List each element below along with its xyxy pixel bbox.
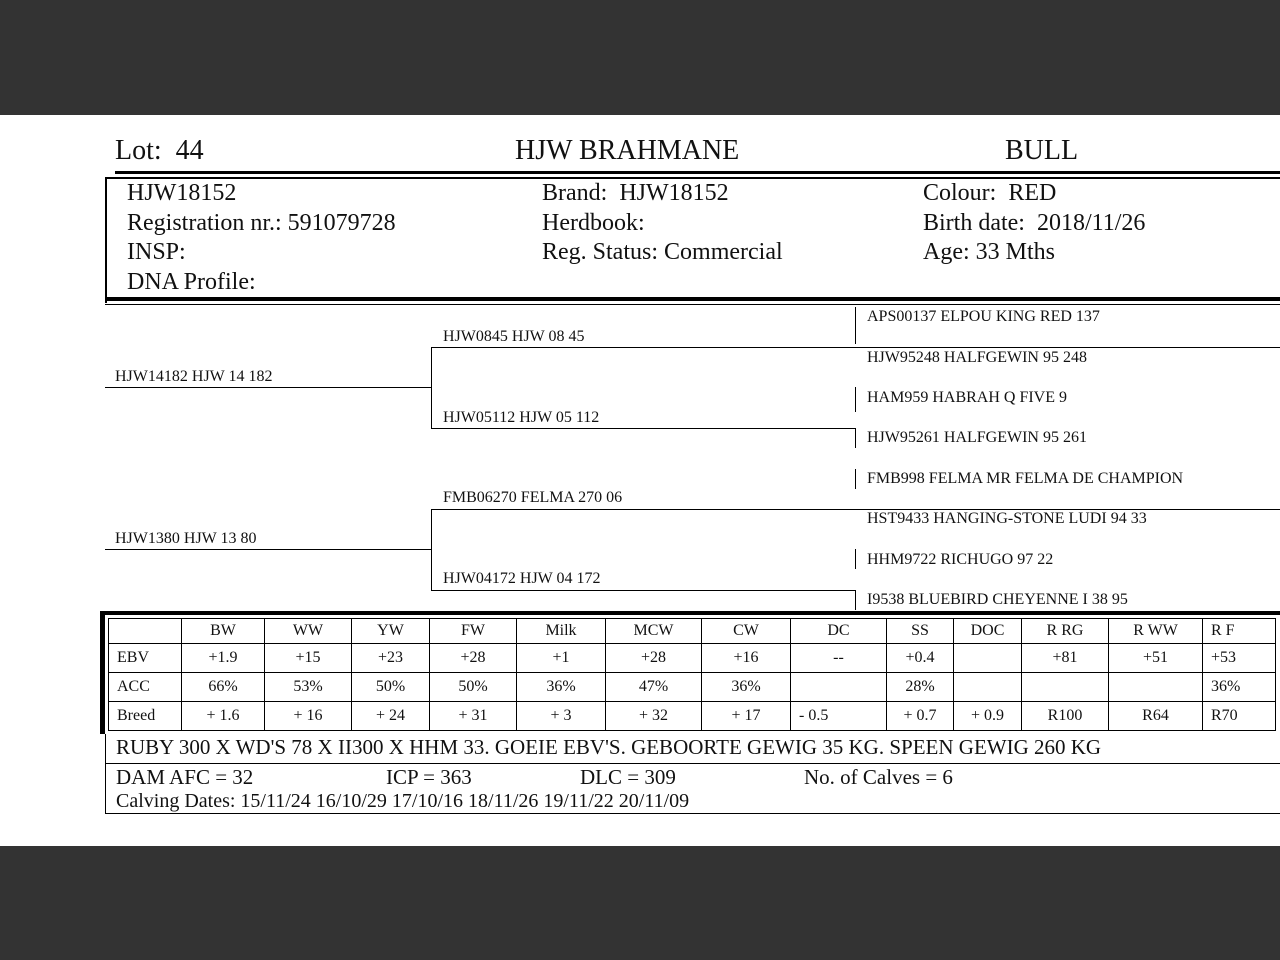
ebv-col-header: WW — [265, 619, 352, 644]
herdbook: Herdbook: — [542, 210, 645, 236]
ebv-cell: + 1.6 — [182, 702, 265, 731]
great-grandparent-1: APS00137 ELPOU KING RED 137 — [867, 308, 1100, 325]
ebv-cell: + 0.7 — [887, 702, 954, 731]
paternal-granddam: HJW05112 HJW 05 112 — [443, 409, 600, 426]
ebv-cell: +53 — [1203, 644, 1276, 673]
ebv-cell: +0.4 — [887, 644, 954, 673]
ebv-cell — [791, 673, 887, 702]
ebv-cell: 66% — [182, 673, 265, 702]
ebv-cell: + 31 — [430, 702, 517, 731]
ebv-cell: +51 — [1109, 644, 1203, 673]
lot-number: Lot: 44 — [115, 135, 204, 166]
ebv-cell: + 16 — [265, 702, 352, 731]
ebv-cell: + 32 — [606, 702, 702, 731]
ebv-col-header: YW — [352, 619, 430, 644]
ebv-cell: +28 — [430, 644, 517, 673]
ebv-cell: 53% — [265, 673, 352, 702]
ebv-col-header: BW — [182, 619, 265, 644]
ebv-col-header: Milk — [517, 619, 606, 644]
great-grandparent-7: HHM9722 RICHUGO 97 22 — [867, 551, 1054, 568]
ebv-cell: R64 — [1109, 702, 1203, 731]
lot-sheet — [0, 115, 1280, 846]
ebv-cell: +16 — [702, 644, 791, 673]
ebv-col-header: DOC — [954, 619, 1022, 644]
ebv-header-corner — [109, 619, 182, 644]
great-grandparent-6: HST9433 HANGING-STONE LUDI 94 33 — [867, 510, 1147, 527]
ebv-row-label: Breed — [109, 702, 182, 731]
insp: INSP: — [127, 239, 186, 265]
ebv-cell: +23 — [352, 644, 430, 673]
dam-icp: ICP = 363 — [386, 765, 472, 789]
dam-calves: No. of Calves = 6 — [804, 765, 953, 789]
ebv-cell: + 3 — [517, 702, 606, 731]
great-grandparent-2: HJW95248 HALFGEWIN 95 248 — [867, 349, 1087, 366]
ebv-row-label: ACC — [109, 673, 182, 702]
colour: Colour: RED — [923, 180, 1057, 206]
ebv-cell: + 17 — [702, 702, 791, 731]
ebv-col-header: SS — [887, 619, 954, 644]
ebv-col-header: R RG — [1022, 619, 1109, 644]
ebv-cell: -- — [791, 644, 887, 673]
ebv-col-header: DC — [791, 619, 887, 644]
breed-row — [109, 702, 1276, 731]
remarks: RUBY 300 X WD'S 78 X II300 X HHM 33. GOEIE EBV'S. GEBOORTE GEWIG 35 KG. SPEEN GEWIG 260 KG — [116, 735, 1102, 759]
dam-afc: DAM AFC = 32 — [116, 765, 254, 789]
maternal-grandsire: FMB06270 FELMA 270 06 — [443, 489, 623, 506]
ebv-cell — [954, 644, 1022, 673]
ebv-table — [108, 618, 1276, 731]
ebv-cell — [1022, 673, 1109, 702]
dna-profile: DNA Profile: — [127, 269, 256, 295]
ebv-cell: +28 — [606, 644, 702, 673]
birth-date: Birth date: 2018/11/26 — [923, 210, 1146, 236]
ebv-cell: 36% — [1203, 673, 1276, 702]
dam: HJW1380 HJW 13 80 — [115, 530, 257, 547]
ebv-cell: R70 — [1203, 702, 1276, 731]
ebv-cell: + 24 — [352, 702, 430, 731]
ebv-cell: +15 — [265, 644, 352, 673]
ebv-cell: - 0.5 — [791, 702, 887, 731]
ebv-cell — [1109, 673, 1203, 702]
ebv-cell: 36% — [517, 673, 606, 702]
ebv-cell: +1 — [517, 644, 606, 673]
registration-nr: Registration nr.: 591079728 — [127, 210, 396, 236]
great-grandparent-8: I9538 BLUEBIRD CHEYENNE I 38 95 — [867, 591, 1128, 608]
ebv-cell: 47% — [606, 673, 702, 702]
ebv-header-row — [109, 619, 1276, 644]
ebv-cell — [954, 673, 1022, 702]
ebv-cell: R100 — [1022, 702, 1109, 731]
ebv-col-header: R WW — [1109, 619, 1203, 644]
ebv-row-label: EBV — [109, 644, 182, 673]
calving-dates: Calving Dates: 15/11/24 16/10/29 17/10/16 18/11/26 19/11/22 20/11/09 — [116, 790, 690, 812]
ebv-cell: 50% — [430, 673, 517, 702]
ebv-cell: 28% — [887, 673, 954, 702]
ebv-cell: +81 — [1022, 644, 1109, 673]
brand: Brand: HJW18152 — [542, 180, 729, 206]
ebv-col-header: MCW — [606, 619, 702, 644]
paternal-grandsire: HJW0845 HJW 08 45 — [443, 328, 585, 345]
ebv-cell: +1.9 — [182, 644, 265, 673]
animal-id: HJW18152 — [127, 180, 237, 206]
great-grandparent-4: HJW95261 HALFGEWIN 95 261 — [867, 429, 1087, 446]
ebv-col-header: CW — [702, 619, 791, 644]
ebv-cell: + 0.9 — [954, 702, 1022, 731]
great-grandparent-3: HAM959 HABRAH Q FIVE 9 — [867, 389, 1068, 406]
age: Age: 33 Mths — [923, 239, 1056, 265]
dam-dlc: DLC = 309 — [580, 765, 676, 789]
animal-sex: BULL — [1005, 135, 1079, 166]
great-grandparent-5: FMB998 FELMA MR FELMA DE CHAMPION — [867, 470, 1184, 487]
ebv-row — [109, 644, 1276, 673]
breeder-name: HJW BRAHMANE — [515, 135, 740, 166]
ebv-col-header: R F — [1203, 619, 1276, 644]
sire: HJW14182 HJW 14 182 — [115, 368, 273, 385]
ebv-col-header: FW — [430, 619, 517, 644]
acc-row — [109, 673, 1276, 702]
maternal-granddam: HJW04172 HJW 04 172 — [443, 570, 601, 587]
ebv-cell: 50% — [352, 673, 430, 702]
reg-status: Reg. Status: Commercial — [542, 239, 783, 265]
ebv-cell: 36% — [702, 673, 791, 702]
